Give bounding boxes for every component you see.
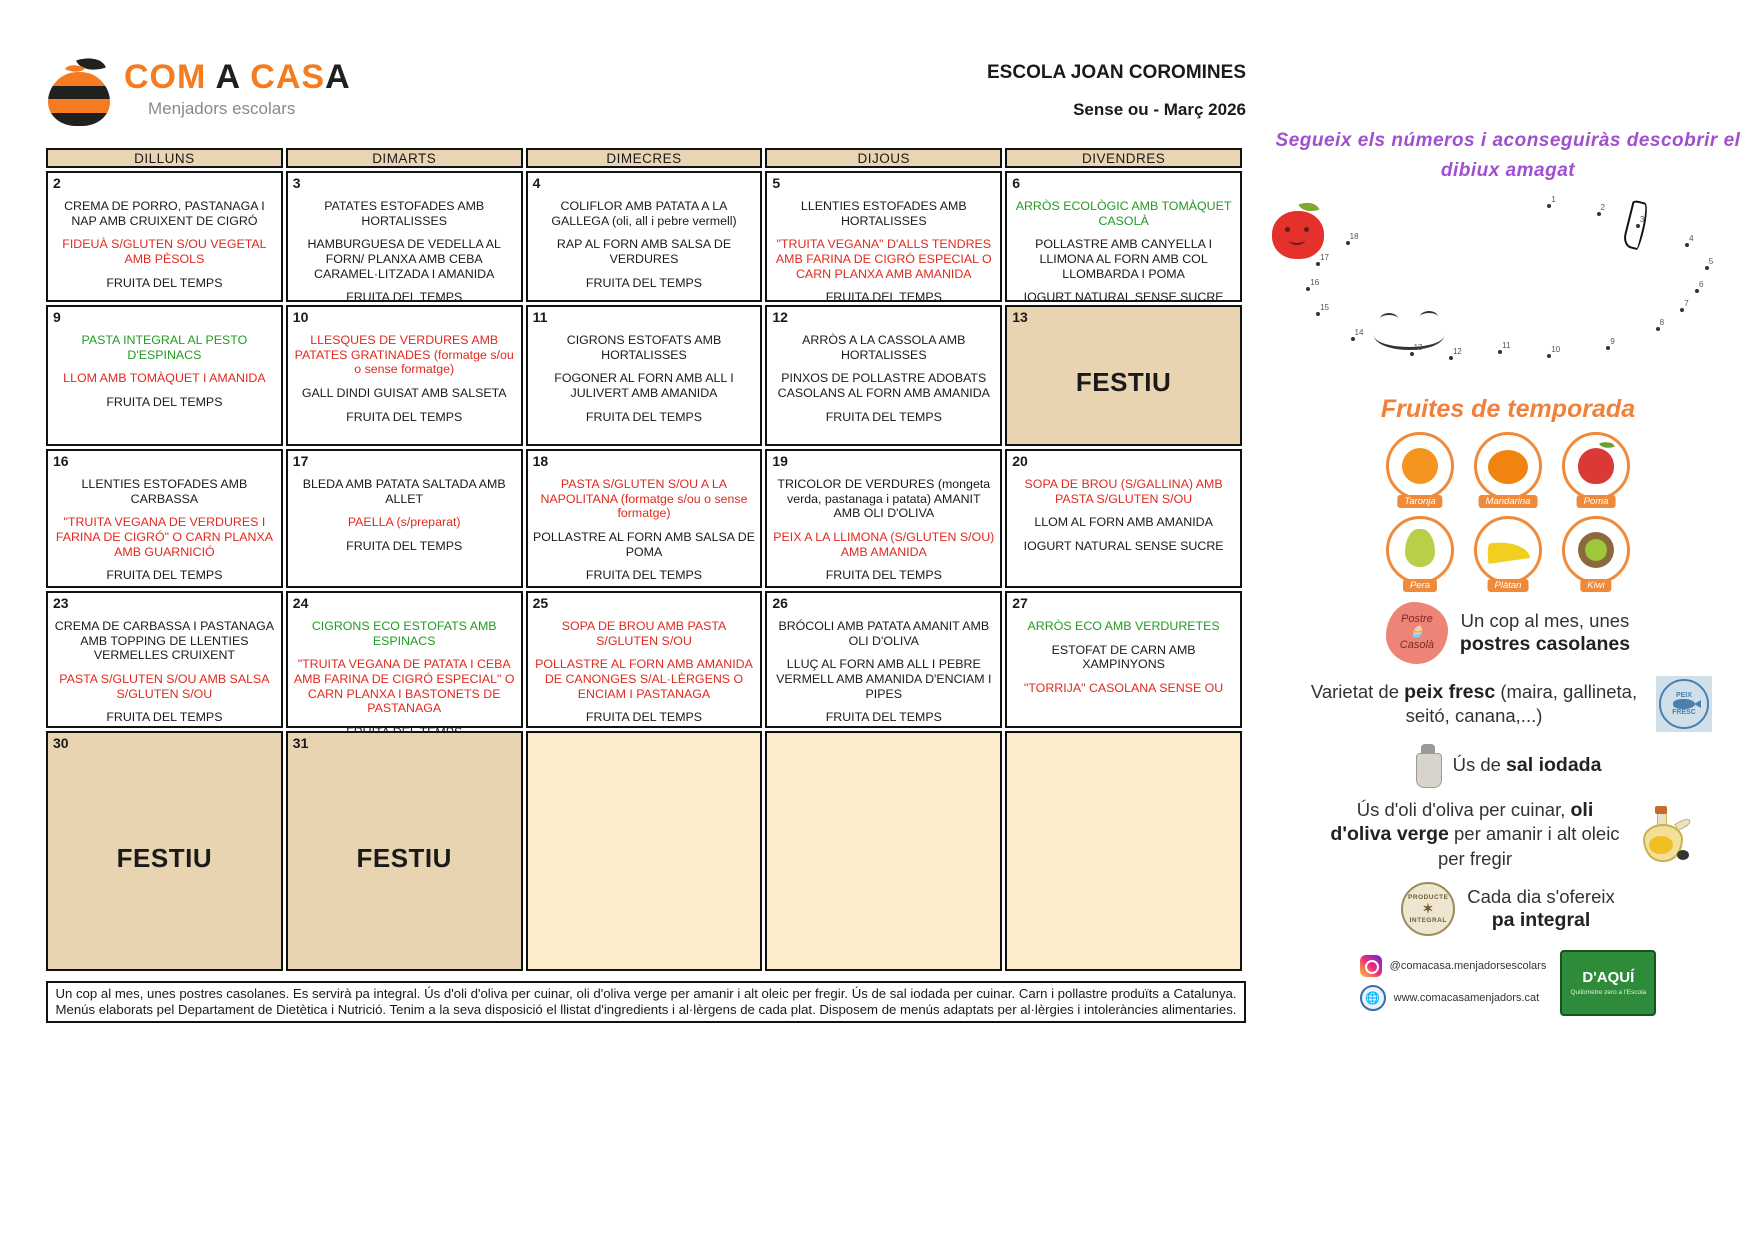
calendar-cell-day-25: 25 SOPA DE BROU AMB PASTA S/GLUTEN S/OU POLLASTRE AL FORN AMB AMANIDA DE CANONGES S/AL·LÈRGENS O ENCIAM I PASTANAGA FRUITA DEL TEMPS <box>526 591 763 728</box>
menu-item: CREMA DE PORRO, PASTANAGA I NAP AMB CRUIXENT DE CIGRÓ <box>64 199 265 228</box>
puzzle-dot: 15 <box>1316 312 1320 316</box>
calendar-cell-day-19: 19 TRICOLOR DE VERDURES (mongeta verda, pastanaga i patata) AMANIT AMB OLI D'OLIVA PEIX A LA LLIMONA (S/GLUTEN S/OU) AMB AMANIDA FRUITA DEL TEMPS <box>765 449 1002 588</box>
festiu-label: FESTIU <box>1075 367 1172 397</box>
menu-item: SOPA DE BROU AMB PASTA S/GLUTEN S/OU <box>561 619 727 648</box>
puzzle-dot: 4 <box>1685 243 1689 247</box>
puzzle-dot: 5 <box>1705 266 1709 270</box>
fruit-label: Mandarina <box>1479 495 1538 508</box>
instagram-icon <box>1360 955 1382 977</box>
menu-item: LLOM AL FORN AMB AMANIDA <box>1034 515 1213 530</box>
menu-item: COLIFLOR AMB PATATA A LA GALLEGA (oli, all i pebre vermell) <box>551 199 737 228</box>
social-block <box>1262 950 1754 1016</box>
menu-item: CIGRONS ECO ESTOFATS AMB ESPINACS <box>311 619 497 648</box>
menu-item: BLEDA AMB PATATA SALTADA AMB ALLET <box>302 477 506 506</box>
menu-item: TRICOLOR DE VERDURES (mongeta verda, pastanaga i patata) AMANIT AMB OLI D'OLIVA <box>777 477 991 521</box>
puzzle-dot: 11 <box>1498 350 1502 354</box>
puzzle-dot: 13 <box>1410 352 1414 356</box>
calendar-cell-empty <box>526 731 763 971</box>
puzzle-dot: 7 <box>1680 308 1684 312</box>
fruit-mandarina-icon <box>1471 432 1545 506</box>
menu-item: ESTOFAT DE CARN AMB XAMPINYONS <box>1051 642 1196 672</box>
fruit-pera-icon <box>1383 516 1457 590</box>
menu-item: CIGRONS ESTOFATS AMB HORTALISSES <box>566 333 722 362</box>
menu-item: FRUITA DEL TEMPS <box>825 710 942 725</box>
puzzle-dot: 12 <box>1449 356 1453 360</box>
menu-item: ARRÒS ECOLÒGIC AMB TOMÀQUET CASOLÀ <box>1015 199 1232 228</box>
menu-item: POLLASTRE AL FORN AMB AMANIDA DE CANONGES S/AL·LÈRGENS O ENCIAM I PASTANAGA <box>535 657 753 701</box>
menu-item: PASTA S/GLUTEN S/OU A LA NAPOLITANA (formatge s/ou o sense formatge) <box>540 477 748 521</box>
menu-item: FRUITA DEL TEMPS <box>106 568 223 583</box>
brand-block <box>48 50 351 126</box>
brand-tagline: Menjadors escolars <box>148 98 296 118</box>
website-url[interactable]: www.comacasamenjadors.cat <box>1393 991 1540 1004</box>
puzzle-dot: 9 <box>1606 346 1610 350</box>
menu-item: FRUITA DEL TEMPS <box>825 409 942 424</box>
puzzle-dot: 16 <box>1306 287 1310 291</box>
calendar-cell-day-27: 27 ARRÒS ECO AMB VERDURETES ESTOFAT DE CARN AMB XAMPINYONS "TORRIJA" CASOLANA SENSE OU <box>1005 591 1242 728</box>
menu-item: BRÓCOLI AMB PATATA AMANIT AMB OLI D'OLIVA <box>778 619 990 648</box>
fruit-kiwi-icon <box>1559 516 1633 590</box>
globe-icon: 🌐 <box>1360 985 1386 1011</box>
olive-oil-cruet-icon <box>1637 806 1691 862</box>
puzzle-title: Segueix els números i aconseguiràs descobrir el dibiux amagat <box>1275 130 1741 182</box>
puzzle-dot: 1 <box>1547 204 1551 208</box>
calendar-cell-day-17: 17 BLEDA AMB PATATA SALTADA AMB ALLET PAELLA (s/preparat) FRUITA DEL TEMPS <box>286 449 523 588</box>
calendar-cell-day-2: 2 CREMA DE PORRO, PASTANAGA I NAP AMB CRUIXENT DE CIGRÓ FIDEUÀ S/GLUTEN S/OU VEGETAL AMB PÈSOLS FRUITA DEL TEMPS <box>46 171 283 302</box>
fruit-label: Poma <box>1577 495 1616 508</box>
fruit-label: Plàtan <box>1488 579 1529 592</box>
calendar-cell-day-11: 11 CIGRONS ESTOFATS AMB HORTALISSES FOGONER AL FORN AMB ALL I JULIVERT AMB AMANIDA FRUITA DEL TEMPS <box>526 305 763 446</box>
calendar-cell-day-12: 12 ARRÒS A LA CASSOLA AMB HORTALISSES PINXOS DE POLLASTRE ADOBATS CASOLANS AL FORN AMB AMANIDA FRUITA DEL TEMPS <box>765 305 1002 446</box>
calendar-cell-day-20: 20 SOPA DE BROU (S/GALLINA) AMB PASTA S/GLUTEN S/OU LLOM AL FORN AMB AMANIDA IOGURT NATURAL SENSE SUCRE <box>1005 449 1242 588</box>
menu-item: POLLASTRE AMB CANYELLA I LLIMONA AL FORN AMB COL LLOMBARDA I POMA <box>1035 237 1213 281</box>
salt-shaker-icon <box>1415 744 1441 786</box>
menu-item: ARRÒS A LA CASSOLA AMB HORTALISSES <box>802 333 966 362</box>
menu-item: LLENTIES ESTOFADES AMB HORTALISSES <box>800 199 967 228</box>
calendar-cell-day-24: 24 CIGRONS ECO ESTOFATS AMB ESPINACS "TRUITA VEGANA DE PATATA I CEBA AMB FARINA DE CIGRÓ ESPECIAL" O CARN PLANXA I BASTONETS DE PASTANAGA <box>286 591 523 728</box>
menu-item: "TRUITA VEGANA DE VERDURES I FARINA DE CIGRÓ" O CARN PLANXA AMB GUARNICIÓ <box>55 515 273 559</box>
puzzle-dot: 14 <box>1351 337 1355 341</box>
menu-item: FRUITA DEL TEMPS <box>825 568 942 583</box>
fruit-label: Kiwi <box>1580 579 1611 592</box>
calendar-cell-day-3: 3 PATATES ESTOFADES AMB HORTALISSES HAMBURGUESA DE VEDELLA AL FORN/ PLANXA AMB CEBA CARAMEL·LITZADA I AMANIDA FRUITA DEL TEMPS <box>286 171 523 302</box>
calendar-cell-day-5: 5 LLENTIES ESTOFADES AMB HORTALISSES "TRUITA VEGANA" D'ALLS TENDRES AMB FARINA DE CIGRÓ ESPECIAL O CARN PLANXA AMB AMANIDA FRUITA DEL TEMPS <box>765 171 1002 302</box>
menu-item: FRUITA DEL TEMPS <box>346 290 463 305</box>
calendar-cell-day-31: 31 FESTIU <box>286 731 523 971</box>
fruit-label: Taronja <box>1397 495 1442 508</box>
note-sal: Ús de sal iodada <box>1262 744 1754 786</box>
calendar-cell-day-30: 30 FESTIU <box>46 731 283 971</box>
day-header-dilluns: DILLUNS <box>46 148 283 168</box>
menu-item: FRUITA DEL TEMPS <box>346 538 463 553</box>
menu-item: PASTA INTEGRAL AL PESTO D'ESPINACS <box>81 333 248 362</box>
puzzle-dot: 8 <box>1656 327 1660 331</box>
calendar-cell-day-10: 10 LLESQUES DE VERDURES AMB PATATES GRATINADES (formatge s/ou o sense formatge) GALL DINDI GUISAT AMB SALSETA FRUITA DEL TEMPS <box>286 305 523 446</box>
menu-item: FIDEUÀ S/GLUTEN S/OU VEGETAL AMB PÈSOLS <box>62 237 267 266</box>
calendar-cell-day-26: 26 BRÓCOLI AMB PATATA AMANIT AMB OLI D'OLIVA LLUÇ AL FORN AMB ALL I PEBRE VERMELL AMB AMANIDA D'ENCIAM I PIPES FRUITA DEL TEMPS <box>765 591 1002 728</box>
menu-item: FRUITA DEL TEMPS <box>106 394 223 409</box>
menu-item: "TORRIJA" CASOLANA SENSE OU <box>1023 680 1224 695</box>
puzzle-dot: 6 <box>1695 289 1699 293</box>
puzzle-dot: 17 <box>1316 262 1320 266</box>
instagram-handle[interactable]: @comacasa.menjadorsescolars <box>1389 959 1547 972</box>
menu-item: FRUITA DEL TEMPS <box>346 409 463 424</box>
menu-item: FRUITA DEL TEMPS <box>106 710 223 725</box>
menu-period: Sense ou - Març 2026 <box>1073 100 1246 119</box>
menu-item: FRUITA DEL TEMPS <box>825 290 942 305</box>
face-smile-icon <box>1374 321 1444 350</box>
calendar-cell-day-9: 9 PASTA INTEGRAL AL PESTO D'ESPINACS LLOM AMB TOMÀQUET I AMANIDA FRUITA DEL TEMPS <box>46 305 283 446</box>
menu-item: HAMBURGUESA DE VEDELLA AL FORN/ PLANXA AMB CEBA CARAMEL·LITZADA I AMANIDA <box>307 237 501 281</box>
brand-name: COM A CASA <box>124 57 351 96</box>
menu-item: PASTA S/GLUTEN S/OU AMB SALSA S/GLUTEN S/OU <box>59 671 270 701</box>
menu-item: FRUITA DEL TEMPS <box>106 275 223 290</box>
apple-logo-icon <box>48 60 110 126</box>
daqui-logo: D'AQUÍ Quilòmetre zero a l'Escola <box>1560 950 1656 1016</box>
menu-item: LLUÇ AL FORN AMB ALL I PEBRE VERMELL AMB AMANIDA D'ENCIAM I PIPES <box>776 657 992 701</box>
menu-item: ARRÒS ECO AMB VERDURETES <box>1027 619 1220 633</box>
calendar-cell-day-18: 18 PASTA S/GLUTEN S/OU A LA NAPOLITANA (formatge s/ou o sense formatge) POLLASTRE AL FORN AMB SALSA DE POMA FRUITA DEL TEMPS <box>526 449 763 588</box>
puzzle-dot: 18 <box>1346 241 1350 245</box>
menu-item: FRUITA DEL TEMPS <box>585 409 703 424</box>
menu-calendar <box>46 148 1242 971</box>
menu-item: PATATES ESTOFADES AMB HORTALISSES <box>324 199 485 228</box>
postre-casola-stamp-icon: Postre 🧁 Casolà <box>1386 602 1448 664</box>
pa-integral-stamp-icon: PRODUCTE ✶ INTEGRAL <box>1401 882 1455 936</box>
puzzle-dot: 3 <box>1636 224 1640 228</box>
calendar-cell-day-13: 13 FESTIU <box>1005 305 1242 446</box>
peix-fresc-stamp-icon: PEIX FRESC <box>1656 676 1712 732</box>
calendar-cell-day-6: 6 ARRÒS ECOLÒGIC AMB TOMÀQUET CASOLÀ POLLASTRE AMB CANYELLA I LLIMONA AL FORN AMB COL LLOMBARDA I POMA IOGURT NATURAL SENSE SUCRE <box>1005 171 1242 302</box>
day-header-dimecres: DIMECRES <box>526 148 763 168</box>
menu-item: "TRUITA VEGANA DE PATATA I CEBA AMB FARINA DE CIGRÓ ESPECIAL" O CARN PLANXA I BASTONETS DE PASTANAGA <box>293 657 515 716</box>
puzzle-dot: 2 <box>1597 212 1601 216</box>
menu-item: IOGURT NATURAL SENSE SUCRE <box>1023 538 1224 553</box>
calendar-cell-day-23: 23 CREMA DE CARBASSA I PASTANAGA AMB TOPPING DE LLENTIES VERMELLES CRUIXENT PASTA S/GLUTEN S/OU AMB SALSA S/GLUTEN S/OU FRUITA DEL TEMPS <box>46 591 283 728</box>
connect-the-dots-puzzle <box>1262 193 1754 385</box>
menu-item: PAELLA (s/preparat) <box>347 515 461 530</box>
menu-item: GALL DINDI GUISAT AMB SALSETA <box>301 385 507 400</box>
seasonal-fruits-grid <box>1262 432 1754 590</box>
fruit-platan-icon <box>1471 516 1545 590</box>
menu-item: FRUITA DEL TEMPS <box>585 568 703 583</box>
footer-note: Un cop al mes, unes postres casolanes. Es servirà pa integral. Ús d'oli d'oliva per cuinar, oli d'oliva verge per amanir i alt oleic per fregir. Ús de sal iodada per cuinar. Carn i pollastre produïts a Catalunya. Menús elaborats pel Departament de Dietètica i Nutrició. Tenim a la seva disposició el llistat d'ingredients i al·lèrgens de cada plat. Disposem de menús adaptats per al·lèrgies i intoleràncies alimentaries. <box>46 981 1246 1023</box>
menu-item: RAP AL FORN AMB SALSA DE VERDURES <box>556 237 732 266</box>
menu-item: LLOM AMB TOMÀQUET I AMANIDA <box>63 371 266 386</box>
menu-item: "TRUITA VEGANA" D'ALLS TENDRES AMB FARINA DE CIGRÓ ESPECIAL O CARN PLANXA AMB AMANIDA <box>775 237 992 281</box>
menu-item: IOGURT NATURAL SENSE SUCRE <box>1023 290 1224 305</box>
apple-drawing-icon <box>1272 211 1324 259</box>
calendar-cell-day-4: 4 COLIFLOR AMB PATATA A LA GALLEGA (oli, all i pebre vermell) RAP AL FORN AMB SALSA DE VERDURES FRUITA DEL TEMPS <box>526 171 763 302</box>
fruit-taronja-icon <box>1383 432 1457 506</box>
fruit-label: Pera <box>1403 579 1437 592</box>
note-peix: Varietat de peix fresc (maira, gallineta, seitó, canana,...) PEIX FRESC <box>1262 676 1754 732</box>
school-name: ESCOLA JOAN COROMINES <box>987 62 1246 83</box>
menu-item: LLESQUES DE VERDURES AMB PATATES GRATINADES (formatge s/ou o sense formatge) <box>294 333 514 377</box>
face-eye-icon <box>1420 311 1438 323</box>
menu-item: PEIX A LA LLIMONA (S/GLUTEN S/OU) AMB AMANIDA <box>773 529 995 559</box>
sidebar <box>1262 126 1754 1016</box>
note-pa-integral: PRODUCTE ✶ INTEGRAL Cada dia s'ofereix pa integral <box>1262 882 1754 936</box>
fruit-poma-icon <box>1559 432 1633 506</box>
seasonal-fruits-title: Fruites de temporada <box>1380 394 1636 423</box>
day-header-dimarts: DIMARTS <box>286 148 523 168</box>
day-header-divendres: DIVENDRES <box>1005 148 1242 168</box>
festiu-label: FESTIU <box>356 842 452 873</box>
menu-item: PINXOS DE POLLASTRE ADOBATS CASOLANS AL FORN AMB AMANIDA <box>777 371 990 400</box>
menu-item: FRUITA DEL TEMPS <box>585 275 703 290</box>
menu-item: FRUITA DEL TEMPS <box>585 710 703 725</box>
calendar-cell-empty <box>765 731 1002 971</box>
menu-item: CREMA DE CARBASSA I PASTANAGA AMB TOPPING DE LLENTIES VERMELLES CRUIXENT <box>54 619 274 663</box>
note-postres: Postre 🧁 Casolà Un cop al mes, unes postres casolanes <box>1262 602 1754 664</box>
calendar-cell-empty <box>1005 731 1242 971</box>
calendar-cell-day-16: 16 LLENTIES ESTOFADES AMB CARBASSA "TRUITA VEGANA DE VERDURES I FARINA DE CIGRÓ" O CARN PLANXA AMB GUARNICIÓ FRUITA DEL TEMPS <box>46 449 283 588</box>
menu-item: POLLASTRE AL FORN AMB SALSA DE POMA <box>533 529 755 559</box>
note-oli: Ús d'oli d'oliva per cuinar, oli d'oliva verge per amanir i alt oleic per fregir <box>1262 798 1754 870</box>
menu-item: LLENTIES ESTOFADES AMB CARBASSA <box>81 477 248 506</box>
menu-item: FOGONER AL FORN AMB ALL I JULIVERT AMB AMANIDA <box>554 371 734 400</box>
day-header-dijous: DIJOUS <box>765 148 1002 168</box>
puzzle-dot: 10 <box>1547 354 1551 358</box>
menu-item: SOPA DE BROU (S/GALLINA) AMB PASTA S/GLUTEN S/OU <box>1024 477 1223 506</box>
festiu-label: FESTIU <box>116 842 213 873</box>
